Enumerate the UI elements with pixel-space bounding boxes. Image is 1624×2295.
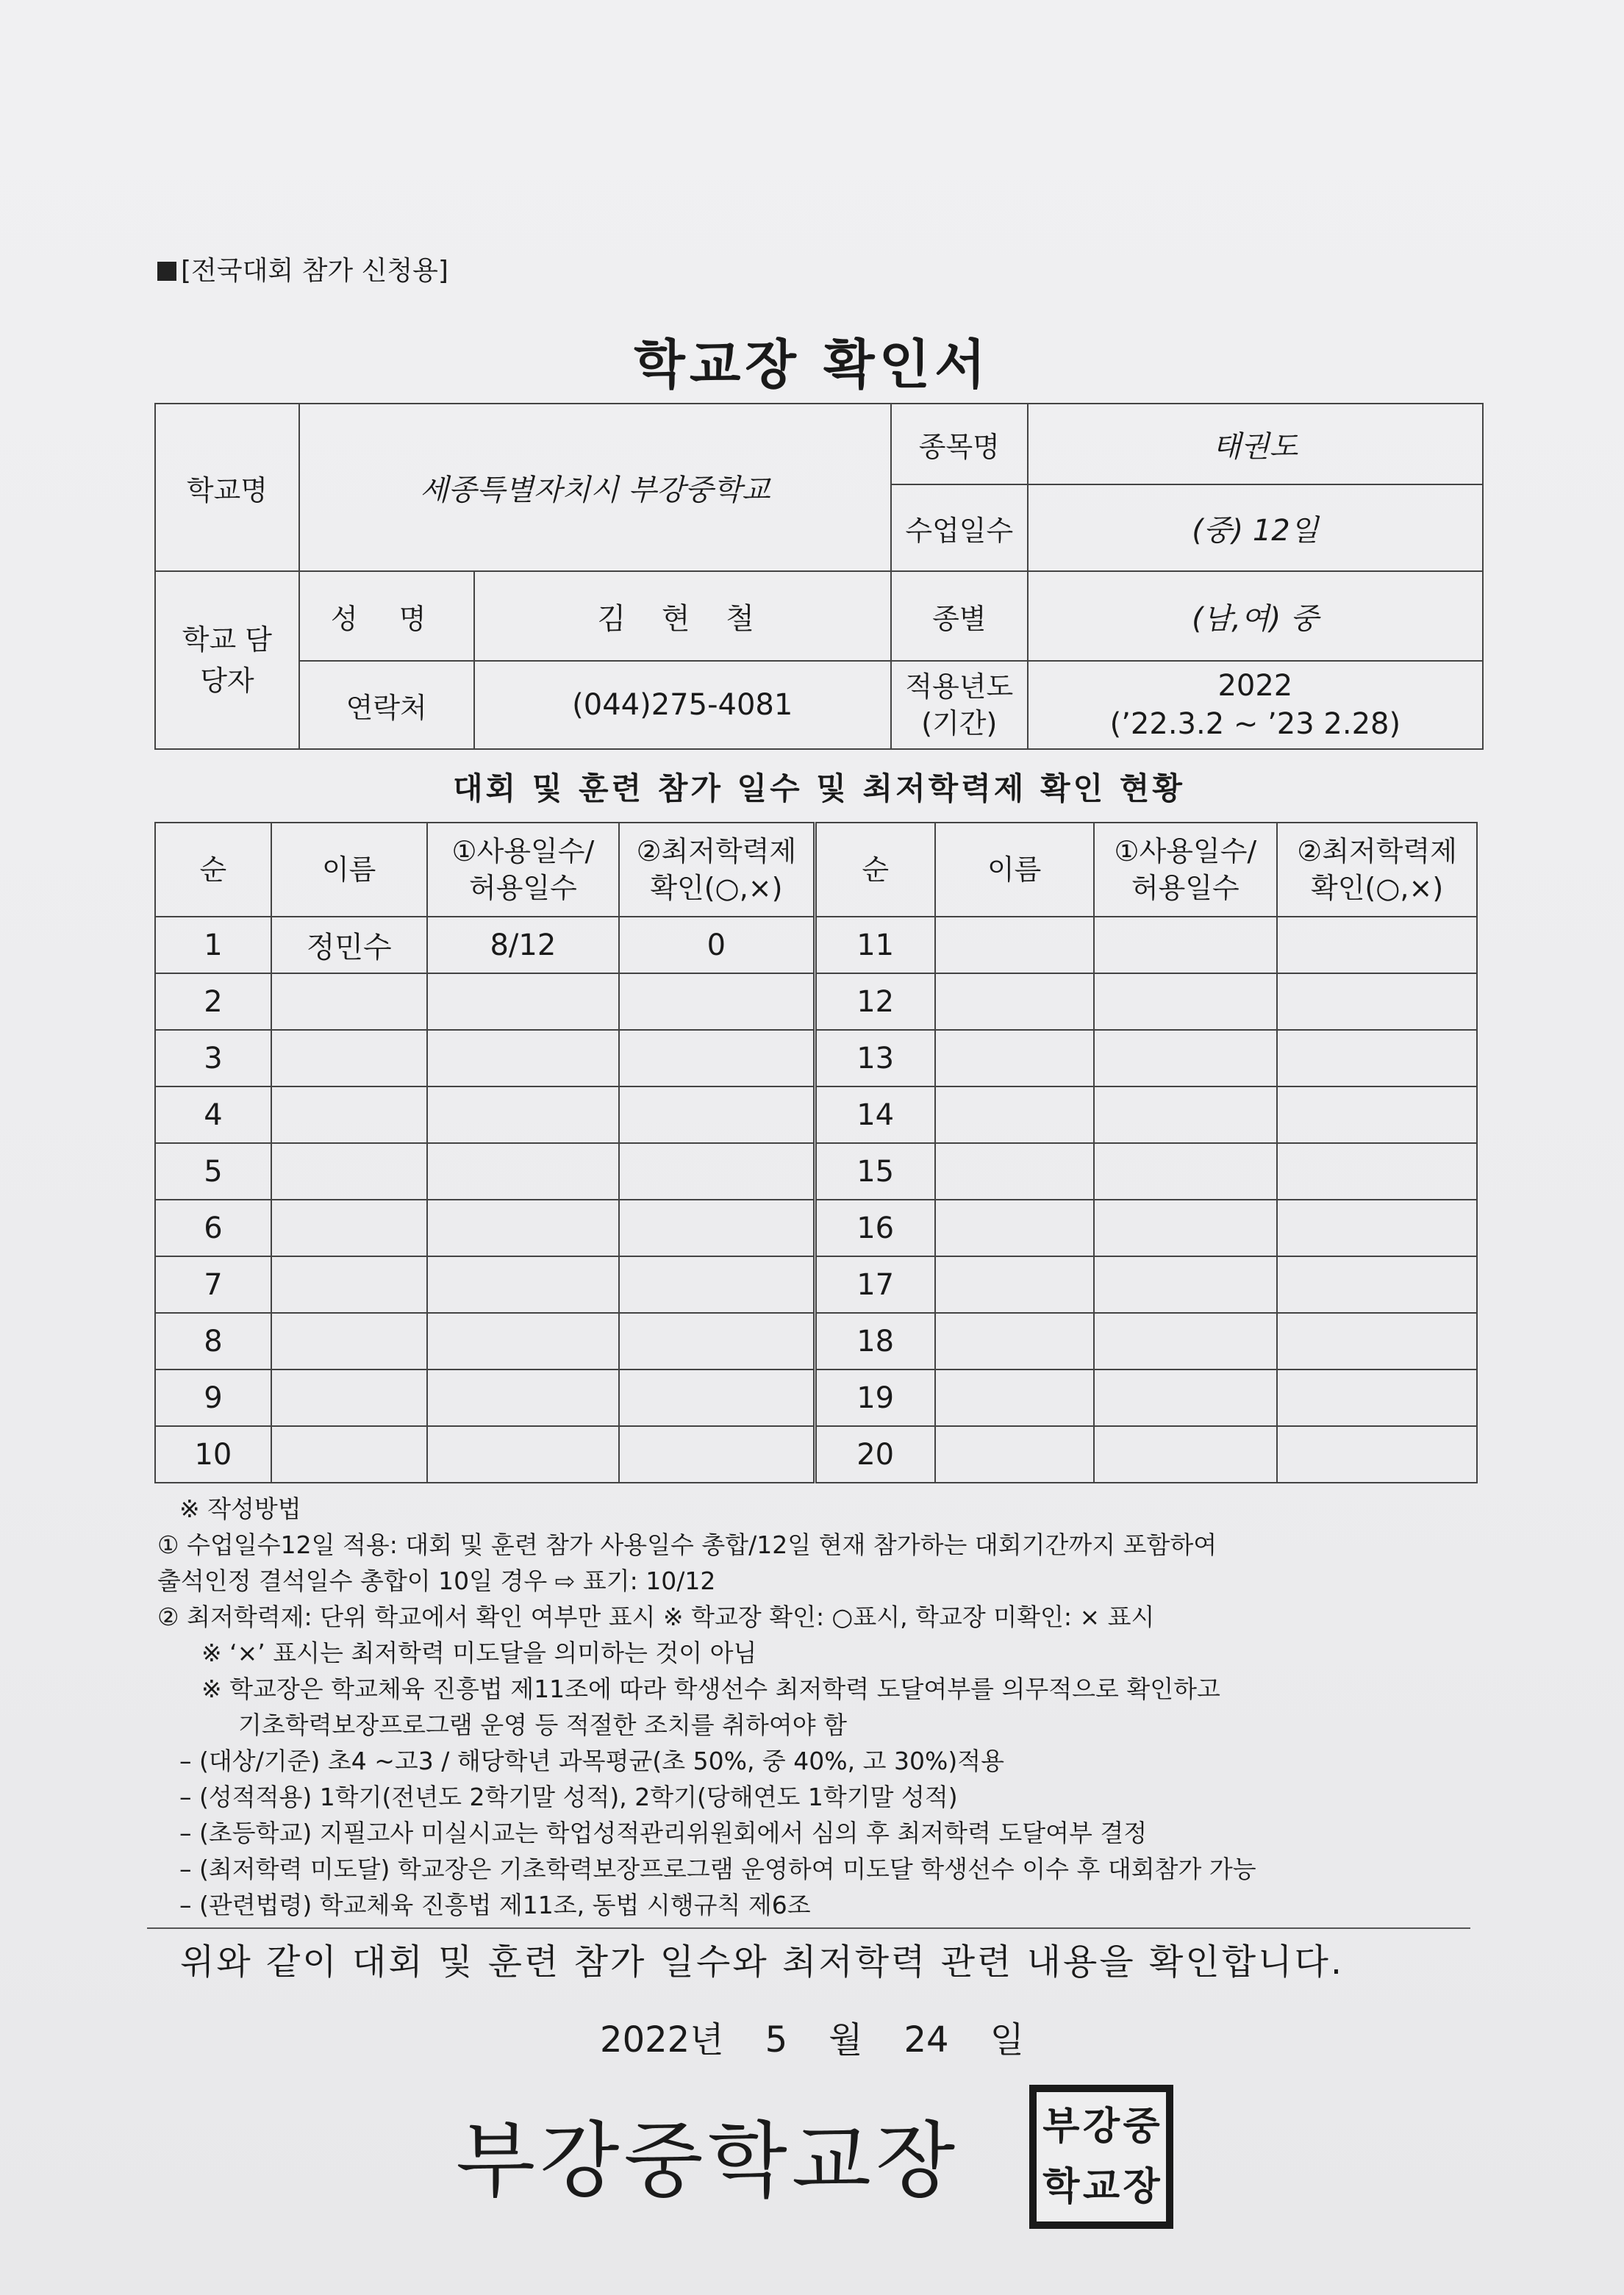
row-number: 7 xyxy=(155,1256,271,1313)
instruction-line: ① 수업일수12일 적용: 대회 및 훈련 참가 사용일수 총합/12일 현재 참가하는 대회기간까지 포함하여 xyxy=(157,1530,1217,1559)
row-number: 4 xyxy=(155,1086,271,1143)
instruction-line: ※ 학교장은 학교체육 진흥법 제11조에 따라 학생선수 최저학력 도달여부를 의무적으로 확인하고 xyxy=(201,1675,1220,1703)
row-number: 15 xyxy=(815,1143,935,1200)
row-number: 16 xyxy=(815,1200,935,1256)
used-days xyxy=(427,1143,620,1200)
min-grade-check xyxy=(1277,1313,1477,1370)
used-days xyxy=(427,973,620,1030)
contact-value: (044)275-4081 xyxy=(474,661,891,749)
table-row xyxy=(155,1030,1477,1086)
table-row xyxy=(155,1426,1477,1483)
used-days xyxy=(1094,1143,1278,1200)
table-row xyxy=(155,917,1477,973)
used-days xyxy=(427,1370,620,1426)
row-number: 14 xyxy=(815,1086,935,1143)
used-days xyxy=(427,1426,620,1483)
student-name: 정민수 xyxy=(271,917,427,973)
used-days xyxy=(1094,1200,1278,1256)
row-number: 5 xyxy=(155,1143,271,1200)
table-row xyxy=(155,1200,1477,1256)
instruction-line: 기초학력보장프로그램 운영 등 적절한 조치를 취하여야 함 xyxy=(238,1711,848,1739)
row-number: 11 xyxy=(815,917,935,973)
used-days xyxy=(1094,1030,1278,1086)
row-number: 10 xyxy=(155,1426,271,1483)
header-days: ①사용일수/ 허용일수 xyxy=(1094,823,1278,917)
min-grade-check xyxy=(1277,1256,1477,1313)
year-label: 적용년도 (기간) xyxy=(891,661,1028,749)
header-name: 이름 xyxy=(271,823,427,917)
student-name xyxy=(271,1426,427,1483)
student-name xyxy=(935,1030,1094,1086)
instruction-line: – (최저학력 미도달) 학교장은 기초학력보장프로그램 운영하여 미도달 학생선수 이수 후 대회참가 가능 xyxy=(179,1855,1256,1883)
class-days-label: 수업일수 xyxy=(891,484,1028,571)
student-name xyxy=(271,1086,427,1143)
square-bullet-icon xyxy=(157,262,176,281)
used-days xyxy=(427,1200,620,1256)
table-row xyxy=(155,1313,1477,1370)
min-grade-check xyxy=(619,1313,815,1370)
table-row xyxy=(155,1086,1477,1143)
min-grade-check xyxy=(1277,1143,1477,1200)
principal-signature: 부강중학교장 xyxy=(456,2113,960,2209)
row-number: 9 xyxy=(155,1370,271,1426)
used-days xyxy=(427,1256,620,1313)
student-name xyxy=(271,1370,427,1426)
used-days xyxy=(1094,1256,1278,1313)
sport-label: 종목명 xyxy=(891,404,1028,484)
row-number: 20 xyxy=(815,1426,935,1483)
min-grade-check xyxy=(619,1426,815,1483)
gender-value: (남,여) 중 xyxy=(1028,571,1483,661)
student-name xyxy=(271,1143,427,1200)
header-check: ②최저학력제 확인(○,×) xyxy=(619,823,815,917)
row-number: 13 xyxy=(815,1030,935,1086)
header-name: 이름 xyxy=(935,823,1094,917)
row-number: 1 xyxy=(155,917,271,973)
issue-date: 2022년 5 월 24 일 xyxy=(600,2019,1024,2061)
used-days xyxy=(1094,1370,1278,1426)
min-grade-check xyxy=(619,1030,815,1086)
instruction-line: ※ ‘×’ 표시는 최저학력 미도달을 의미하는 것이 아님 xyxy=(201,1639,757,1667)
min-grade-check xyxy=(619,1143,815,1200)
official-seal-stamp: 부 강 중 학 교 장 xyxy=(1029,2085,1173,2229)
sport-value: 태권도 xyxy=(1028,404,1483,484)
divider xyxy=(147,1927,1470,1929)
instructions xyxy=(157,1491,1473,1923)
year-value: 2022 (’22.3.2 ~ ’23 2.28) xyxy=(1028,661,1483,749)
header-no: 순 xyxy=(815,823,935,917)
student-name xyxy=(935,1256,1094,1313)
student-name xyxy=(935,1370,1094,1426)
row-number: 3 xyxy=(155,1030,271,1086)
instruction-line: – (관련법령) 학교체육 진흥법 제11조, 동법 시행규칙 제6조 xyxy=(179,1891,811,1919)
used-days xyxy=(427,1313,620,1370)
school-name-value: 세종특별자치시 부강중학교 xyxy=(299,404,891,571)
row-number: 8 xyxy=(155,1313,271,1370)
header-no: 순 xyxy=(155,823,271,917)
min-grade-check: 0 xyxy=(619,917,815,973)
instructions-heading: ※ 작성방법 xyxy=(179,1494,301,1523)
student-name xyxy=(935,1426,1094,1483)
roster-body xyxy=(155,917,1477,1483)
min-grade-check xyxy=(619,1086,815,1143)
table-row xyxy=(155,1370,1477,1426)
student-name xyxy=(271,1200,427,1256)
student-name xyxy=(271,1313,427,1370)
instruction-line: – (성적적용) 1학기(전년도 2학기말 성적), 2학기(당해연도 1학기말 성적) xyxy=(179,1783,958,1811)
school-info-table xyxy=(154,403,1484,750)
confirmation-statement: 위와 같이 대회 및 훈련 참가 일수와 최저학력 관련 내용을 확인합니다. xyxy=(180,1941,1345,1983)
used-days xyxy=(427,1086,620,1143)
student-name xyxy=(935,1200,1094,1256)
header-check: ②최저학력제 확인(○,×) xyxy=(1277,823,1477,917)
min-grade-check xyxy=(619,1256,815,1313)
row-number: 12 xyxy=(815,973,935,1030)
row-number: 19 xyxy=(815,1370,935,1426)
manager-name: 김 현 철 xyxy=(474,571,891,661)
name-label: 성 명 xyxy=(299,571,474,661)
roster-table xyxy=(154,822,1478,1483)
student-name xyxy=(935,973,1094,1030)
used-days xyxy=(1094,1086,1278,1143)
student-name xyxy=(935,1143,1094,1200)
form-type-label: [전국대회 참가 신청용] xyxy=(157,250,448,287)
min-grade-check xyxy=(1277,1426,1477,1483)
student-name xyxy=(935,1313,1094,1370)
roster-title: 대회 및 훈련 참가 일수 및 최저학력제 확인 현황 xyxy=(453,770,1185,806)
row-number: 6 xyxy=(155,1200,271,1256)
header-days: ①사용일수/ 허용일수 xyxy=(427,823,620,917)
min-grade-check xyxy=(619,1370,815,1426)
used-days xyxy=(1094,973,1278,1030)
min-grade-check xyxy=(1277,1086,1477,1143)
instruction-line: – (초등학교) 지필고사 미실시교는 학업성적관리위원회에서 심의 후 최저학력 도달여부 결정 xyxy=(179,1819,1148,1847)
student-name xyxy=(935,1086,1094,1143)
used-days xyxy=(1094,1426,1278,1483)
min-grade-check xyxy=(1277,1030,1477,1086)
row-number: 17 xyxy=(815,1256,935,1313)
instruction-line: – (대상/기준) 초4 ~고3 / 해당학년 과목평균(초 50%, 중 40%, 고 30%)적용 xyxy=(179,1747,1004,1775)
used-days xyxy=(1094,917,1278,973)
row-number: 2 xyxy=(155,973,271,1030)
student-name xyxy=(271,973,427,1030)
gender-label: 종별 xyxy=(891,571,1028,661)
student-name xyxy=(935,917,1094,973)
min-grade-check xyxy=(1277,917,1477,973)
min-grade-check xyxy=(619,1200,815,1256)
contact-label: 연락처 xyxy=(299,661,474,749)
student-name xyxy=(271,1030,427,1086)
used-days: 8/12 xyxy=(427,917,620,973)
table-row xyxy=(155,1143,1477,1200)
student-name xyxy=(271,1256,427,1313)
min-grade-check xyxy=(619,973,815,1030)
min-grade-check xyxy=(1277,1200,1477,1256)
class-days-value: (중) 12일 xyxy=(1028,484,1483,571)
min-grade-check xyxy=(1277,1370,1477,1426)
min-grade-check xyxy=(1277,973,1477,1030)
instruction-line: ② 최저학력제: 단위 학교에서 확인 여부만 표시 ※ 학교장 확인: ○표시, 학교장 미확인: × 표시 xyxy=(157,1603,1155,1631)
manager-label: 학교 담당자 xyxy=(155,571,299,749)
document-title: 학교장 확인서 xyxy=(634,334,990,395)
school-name-label: 학교명 xyxy=(155,404,299,571)
used-days xyxy=(427,1030,620,1086)
table-row xyxy=(155,1256,1477,1313)
used-days xyxy=(1094,1313,1278,1370)
row-number: 18 xyxy=(815,1313,935,1370)
table-row xyxy=(155,973,1477,1030)
instruction-line: 출석인정 결석일수 총합이 10일 경우 ⇨ 표기: 10/12 xyxy=(157,1567,716,1595)
